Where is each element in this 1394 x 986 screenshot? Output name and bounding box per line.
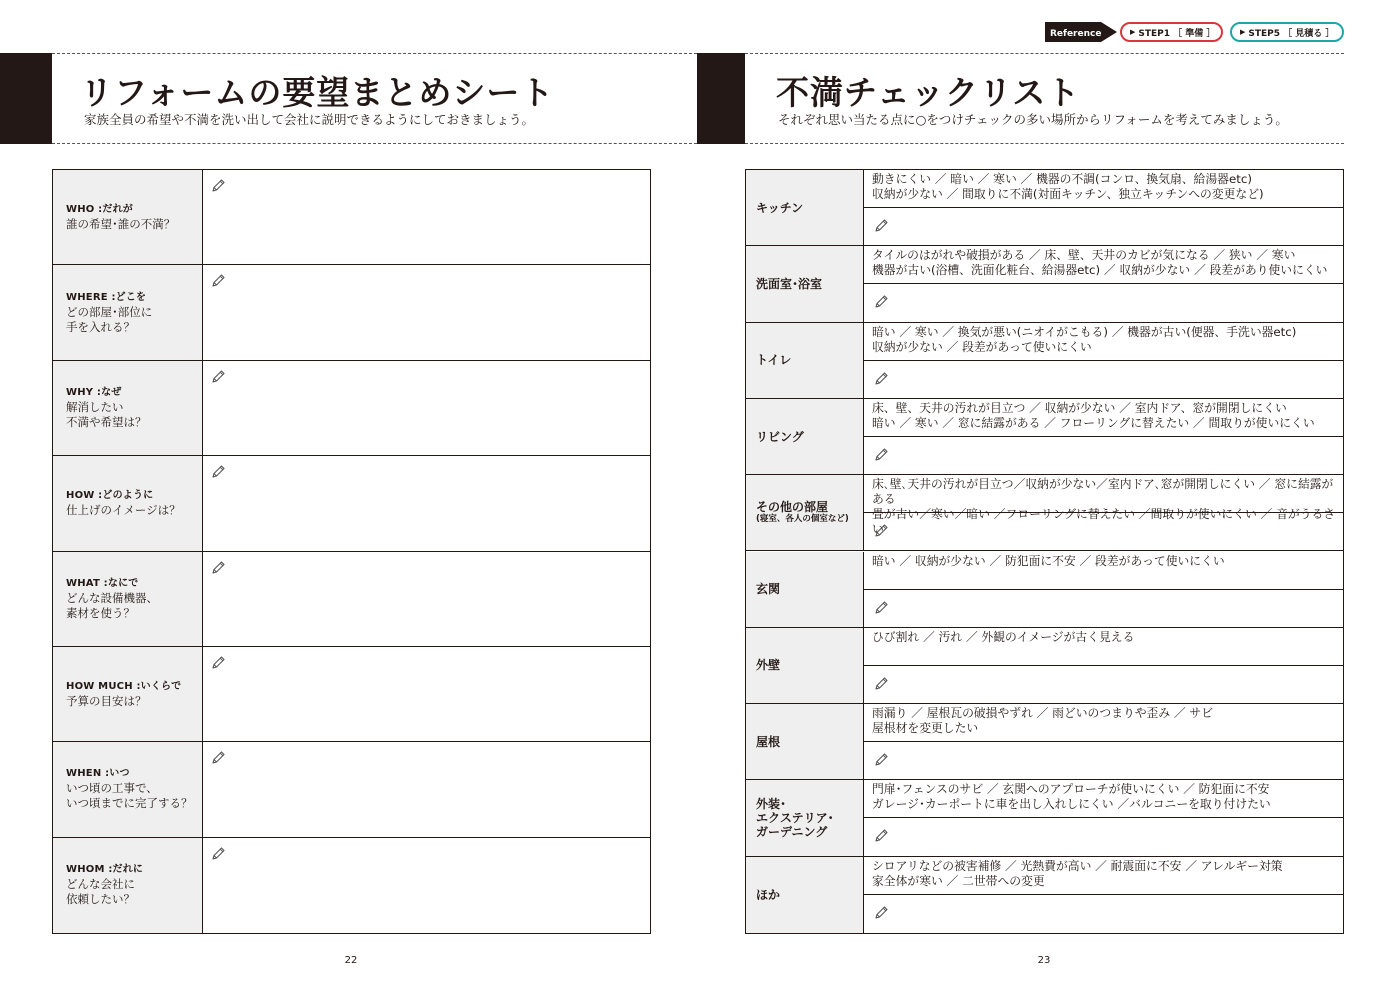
room-header [746,704,864,779]
row-header [53,742,203,836]
pencil-icon [873,218,889,234]
row-question: 解消したい 不満や希望は？ [66,399,147,429]
row-question: いつ頃の工事で、 いつ頃までに完了する？ [66,781,193,811]
title-accent-block [0,53,52,144]
step5-link[interactable] [1230,22,1344,42]
complaint-items[interactable]: 雨漏り ／ 屋根瓦の破損やずれ ／ 雨どいのつまりや歪み ／ サビ 屋根材を変更したい [864,704,1343,742]
pencil-icon [873,523,889,539]
pencil-icon [210,178,226,194]
table-row [53,552,650,647]
memo-area[interactable] [864,284,1343,321]
pencil-icon [873,447,889,463]
row-question: 予算の目安は？ [66,693,147,708]
row-header [53,170,203,264]
table-row [53,647,650,742]
complaint-items[interactable]: 暗い ／ 収納が少ない ／ 防犯面に不安 ／ 段差があって使いにくい [864,552,1343,590]
play-icon: ▶ [1130,28,1136,36]
answer-area[interactable] [204,552,650,646]
bottom-divider [745,143,1344,144]
table-row [53,170,650,265]
memo-area[interactable] [864,513,1343,550]
page-number: 22 [344,955,358,966]
pencil-icon [210,560,226,576]
table-row [746,246,1343,322]
table-row [746,628,1343,704]
right-page [697,0,1394,986]
pencil-icon [873,905,889,921]
row-question: どんな会社に 依頼したい？ [66,877,135,907]
page-title: 不満チェックリスト [776,73,1081,112]
page-subtitle: 家族全員の希望や不満を洗い出して会社に説明できるようにしておきましょう。 [84,112,535,127]
pencil-icon [210,464,226,480]
row-header [53,361,203,455]
table-row [53,456,650,551]
memo-area[interactable] [864,818,1343,855]
room-header [746,475,864,550]
row-key: WHEN :いつ [66,768,130,780]
row-header [53,838,203,933]
complaint-checklist-table [745,169,1344,934]
table-row [53,742,650,837]
room-header [746,246,864,321]
table-row [53,265,650,360]
pencil-icon [873,752,889,768]
pencil-icon [873,600,889,616]
pencil-icon [210,750,226,766]
room-name: キッチン [756,200,804,215]
room-name: 外装･ エクステリア･ ガーデニング [756,797,834,840]
room-header [746,780,864,855]
room-header [746,399,864,474]
reference-tag [1045,22,1117,42]
answer-area[interactable] [204,170,650,264]
row-header [53,552,203,646]
complaint-items[interactable]: ひび割れ ／ 汚れ ／ 外観のイメージが古く見える [864,628,1343,666]
memo-area[interactable] [864,208,1343,245]
page-number: 23 [1037,955,1051,966]
room-name: 洗面室･浴室 [756,276,823,291]
room-name: 外壁 [756,658,781,673]
complaint-items[interactable]: 床､壁､天井の汚れが目立つ／収納が少ない／室内ドア､窓が開閉しにくい ／ 窓に結露がある 畳が古い／寒い／暗い ／フローリングに替えたい ／間取りが使いにくい ／ 音がうるさい [864,475,1343,513]
answer-area[interactable] [204,361,650,455]
room-header [746,323,864,398]
answer-area[interactable] [204,456,650,550]
row-key: WHOM :だれに [66,864,144,876]
request-summary-table [52,169,651,934]
row-header [53,265,203,359]
answer-area[interactable] [204,265,650,359]
page-title: リフォームの要望まとめシート [80,73,555,112]
room-name: 玄関 [756,582,781,597]
complaint-items[interactable]: 門扉･フェンスのサビ ／ 玄関へのアプローチが使いにくい ／ 防犯面に不安 ガレージ･カーポートに車を出し入れしにくい ／バルコニーを取り付けたい [864,780,1343,818]
pencil-icon [873,371,889,387]
room-name: リビング [756,429,804,444]
complaint-items[interactable]: 暗い ／ 寒い ／ 換気が悪い(ニオイがこもる) ／ 機器が古い(便器、手洗い器etc) 収納が少ない ／ 段差があって使いにくい [864,323,1343,361]
pencil-icon [873,294,889,310]
answer-area[interactable] [204,838,650,933]
top-divider [52,53,697,54]
room-name: ほか [756,887,781,902]
row-question: 誰の希望･誰の不満？ [66,216,176,231]
memo-area[interactable] [864,895,1343,933]
answer-area[interactable] [204,647,650,741]
page-subtitle: それぞれ思い当たる点に○をつけチェックの多い場所からリフォームを考えてみましょう。 [778,112,1288,127]
step5-label: STEP5 ［ 見積る ］ [1248,28,1335,39]
play-icon: ▶ [1240,28,1246,36]
room-name: 屋根 [756,734,781,749]
row-question: 仕上げのイメージは？ [66,502,181,517]
room-note: (寝室、各人の個室など) [756,514,849,525]
row-key: WHERE :どこを [66,291,147,303]
table-row [746,399,1343,475]
room-header [746,857,864,933]
bottom-divider [52,143,697,144]
table-row [746,475,1343,551]
row-header [53,456,203,550]
complaint-items[interactable]: 床、壁、天井の汚れが目立つ ／ 収納が少ない ／ 室内ドア、窓が開閉しにくい 暗い ／ 寒い ／ 窓に結露がある ／ フローリングに替えたい ／ 間取りが使いにくい [864,399,1343,437]
title-accent-block [697,53,745,144]
room-header [746,628,864,703]
memo-area[interactable] [864,742,1343,779]
row-question: どんな設備機器、 素材を使う？ [66,590,158,620]
row-key: WHAT :なにで [66,577,139,589]
row-header [53,647,203,741]
complaint-items[interactable]: シロアリなどの被害補修 ／ 光熱費が高い ／ 耐震面に不安 ／ アレルギー対策 家全体が寒い ／ 二世帯への変更 [864,857,1343,895]
room-header [746,552,864,627]
table-row [746,552,1343,628]
pencil-icon [210,846,226,862]
complaint-items[interactable]: タイルのはがれや破損がある ／ 床、壁、天井のカビが気になる ／ 狭い ／ 寒い 機器が古い(浴槽、洗面化粧台、給湯器etc) ／ 収納が少ない ／ 段差があり使いにくい [864,246,1343,284]
table-row [746,780,1343,856]
room-header [746,170,864,245]
row-key: WHO :だれが [66,203,133,215]
memo-area[interactable] [864,361,1343,398]
row-key: HOW MUCH :いくらで [66,680,182,692]
pencil-icon [210,369,226,385]
step1-link[interactable] [1120,22,1223,42]
table-row [746,170,1343,246]
pencil-icon [873,828,889,844]
step1-label: STEP1 ［ 準備 ］ [1138,28,1216,39]
room-name: トイレ [756,353,792,368]
pencil-icon [210,273,226,289]
complaint-items[interactable]: 動きにくい ／ 暗い ／ 寒い ／ 機器の不調(コンロ、換気扇、給湯器etc) 収納が少ない ／ 間取りに不満(対面キッチン、独立キッチンへの変更など) [864,170,1343,208]
row-key: WHY :なぜ [66,386,122,398]
table-row [53,838,650,933]
pencil-icon [210,655,226,671]
room-name: その他の部屋 [756,500,829,515]
row-question: どの部屋･部位に 手を入れる？ [66,304,153,334]
table-row [746,323,1343,399]
table-row [746,704,1343,780]
row-key: HOW :どのように [66,489,154,501]
answer-area[interactable] [204,742,650,836]
memo-area[interactable] [864,590,1343,627]
memo-area[interactable] [864,666,1343,703]
reference-label: Reference [1050,29,1102,39]
table-row [746,857,1343,933]
table-row [53,361,650,456]
pencil-icon [873,676,889,692]
top-divider [745,53,1344,54]
memo-area[interactable] [864,437,1343,474]
